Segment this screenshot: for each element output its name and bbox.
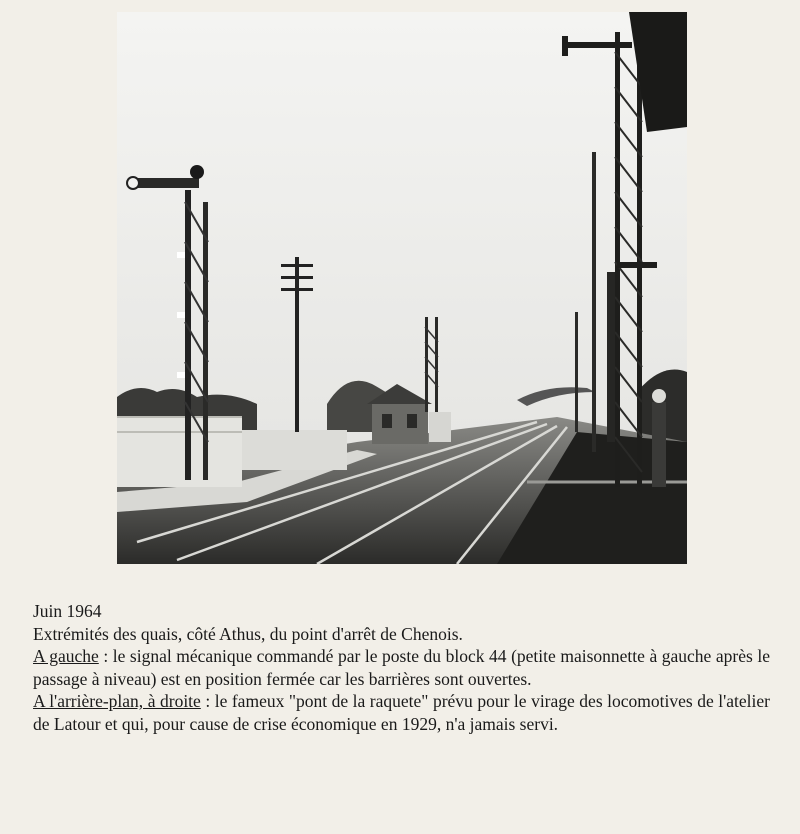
caption-right-paragraph — [33, 690, 770, 735]
railway-photograph — [117, 12, 687, 564]
white-fence — [117, 417, 242, 487]
pole-right-2 — [575, 312, 578, 432]
photo-caption — [33, 600, 770, 735]
caption-right-heading: A l'arrière-plan, à droite — [33, 691, 201, 711]
caption-right-text: : le fameux "pont de la raquete" prévu pour le virage des locomotives de l'atelier de Latour et qui, pour cause de crise économique en 1929, n'a jamais servi. — [33, 691, 770, 734]
block-44-hut — [372, 404, 428, 444]
caption-subtitle: Extrémités des quais, côté Athus, du point d'arrêt de Chenois. — [33, 623, 463, 644]
caption-date: Juin 1964 — [33, 601, 102, 621]
figure-right — [652, 402, 666, 487]
photo-illustration — [117, 12, 687, 564]
caption-left-heading: A gauche — [33, 646, 99, 666]
caption-left-text: : le signal mécanique commandé par le poste du block 44 (petite maisonnette à gauche après le passage à niveau) est en position fermée car les barrières sont ouvertes. — [33, 646, 770, 689]
caption-left-paragraph — [33, 645, 770, 690]
pole-right-1 — [592, 152, 596, 452]
